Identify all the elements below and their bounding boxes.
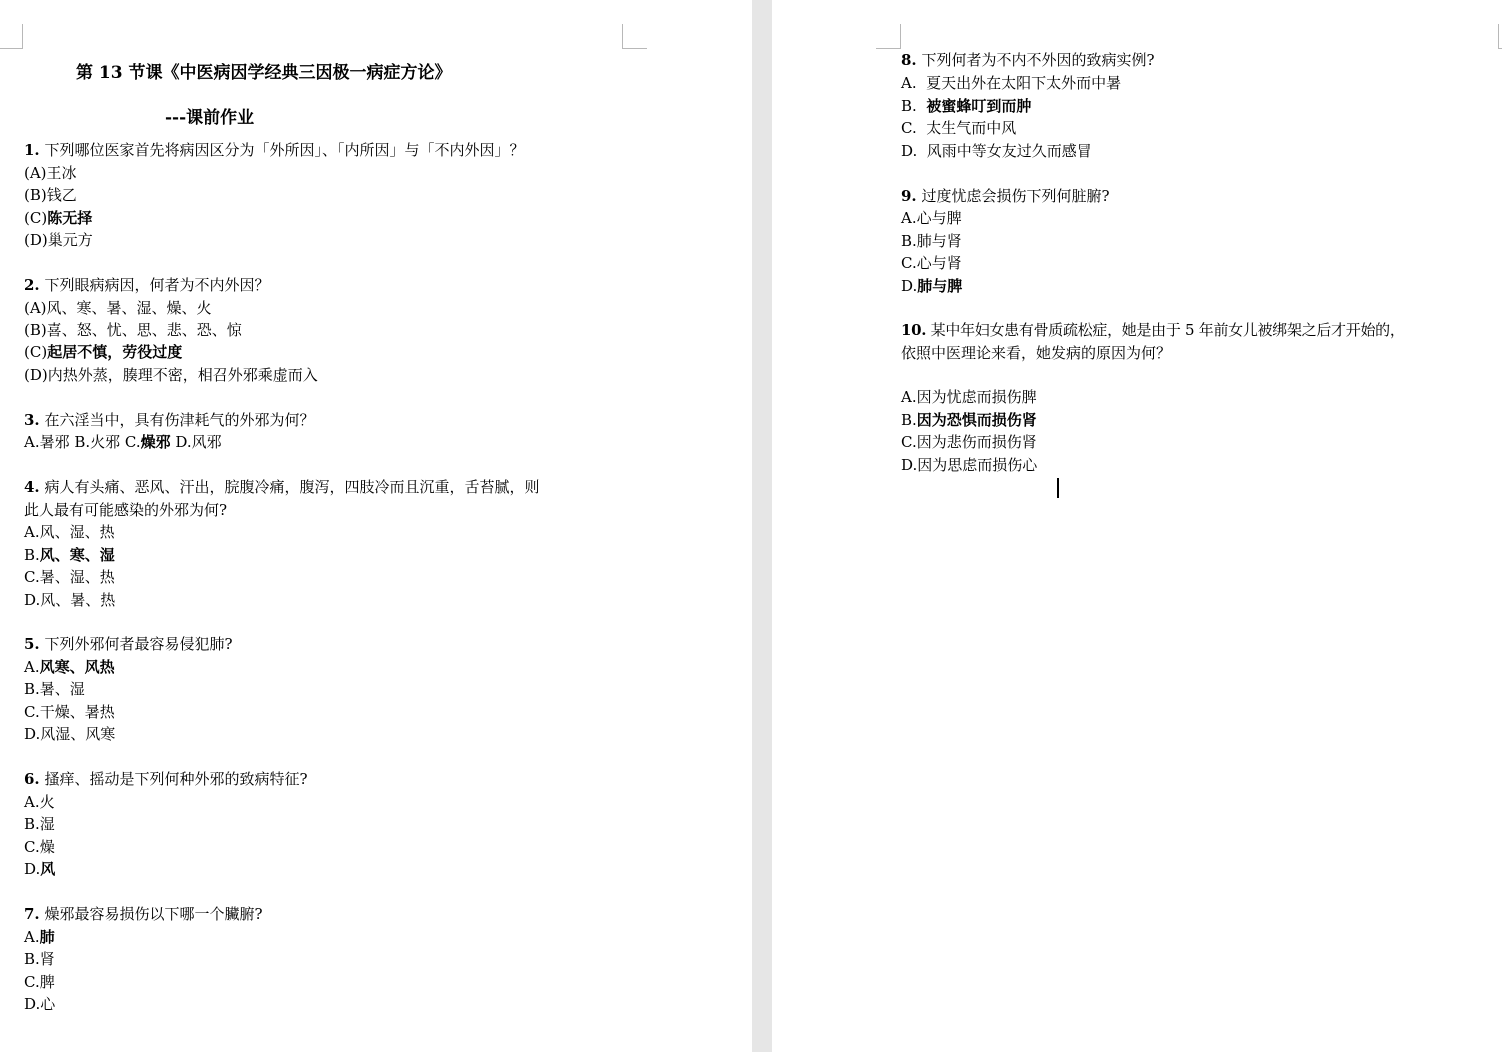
option-b: B.肾 bbox=[24, 950, 55, 968]
question-number: 10. bbox=[901, 321, 927, 339]
option-c: C.干燥、暑热 bbox=[24, 703, 115, 721]
question-number: 3. bbox=[24, 411, 40, 429]
answer-text: 被蜜蜂叮到而肿 bbox=[926, 97, 1032, 115]
page-corner-mark bbox=[876, 24, 901, 49]
question-text: 下列外邪何者最容易侵犯肺? bbox=[44, 635, 233, 653]
question-text-cont: 依照中医理论来看，她发病的原因为何？ bbox=[901, 344, 1172, 362]
option-prefix: D. bbox=[901, 277, 918, 295]
answer-text: 肺与脾 bbox=[917, 277, 963, 295]
question-4 bbox=[24, 477, 539, 497]
question-text: 病人有头痛、恶风、汗出，脘腹冷痛，腹泻，四肢冷而且沉重，舌苔腻，则 bbox=[44, 478, 540, 496]
question-text-cont: 此人最有可能感染的外邪为何? bbox=[24, 501, 228, 519]
question-number: 5. bbox=[24, 635, 40, 653]
option-b: B.肺与肾 bbox=[901, 232, 962, 250]
options-text: D.风邪 bbox=[170, 433, 222, 451]
answer-text: 肺 bbox=[39, 928, 55, 946]
answer-text: 起居不慎，劳役过度 bbox=[47, 343, 183, 361]
question-number: 9. bbox=[901, 187, 917, 205]
option-c: C.心与肾 bbox=[901, 254, 962, 272]
option-b: B.湿 bbox=[24, 815, 55, 833]
page-corner-mark bbox=[1498, 24, 1502, 49]
option-prefix: A. bbox=[24, 928, 40, 946]
question-6 bbox=[24, 769, 308, 789]
answer-text: 因为恐惧而损伤肾 bbox=[916, 411, 1037, 429]
option-c-answer bbox=[24, 208, 92, 228]
question-1 bbox=[24, 140, 524, 160]
question-number: 1. bbox=[24, 141, 40, 159]
question-text: 在六淫当中，具有伤津耗气的外邪为何？ bbox=[44, 411, 315, 429]
option-d: D.心 bbox=[24, 995, 56, 1013]
option-c: C. 太生气而中风 bbox=[901, 119, 1017, 137]
question-8 bbox=[901, 50, 1155, 70]
option-c: C.因为悲伤而损伤肾 bbox=[901, 433, 1037, 451]
answer-text: 风、寒、湿 bbox=[39, 546, 115, 564]
document-page-right[interactable] bbox=[772, 0, 1502, 1052]
question-number: 8. bbox=[901, 51, 917, 69]
question-number: 2. bbox=[24, 276, 40, 294]
option-a: A. 夏天出外在太阳下太外而中暑 bbox=[901, 74, 1122, 92]
question-5 bbox=[24, 634, 233, 654]
question-2 bbox=[24, 275, 269, 295]
option-d: D.因为思虑而损伤心 bbox=[901, 456, 1038, 474]
question-number: 4. bbox=[24, 478, 40, 496]
option-c: C.暑、湿、热 bbox=[24, 568, 115, 586]
option-b: (B)钱乙 bbox=[24, 186, 77, 204]
option-a-answer bbox=[24, 927, 55, 947]
question-3 bbox=[24, 410, 314, 430]
option-c: C.燥 bbox=[24, 838, 55, 856]
question-10 bbox=[901, 320, 1405, 340]
option-b-answer bbox=[901, 410, 1037, 430]
option-prefix: (C) bbox=[24, 209, 48, 227]
option-d: D.风湿、风寒 bbox=[24, 725, 116, 743]
question-number: 6. bbox=[24, 770, 40, 788]
option-a: A.风、湿、热 bbox=[24, 523, 115, 541]
option-prefix: B. bbox=[901, 97, 927, 115]
option-a: (A)王冰 bbox=[24, 164, 77, 182]
option-d: D. 风雨中等女友过久而感冒 bbox=[901, 142, 1092, 160]
option-a: (A)风、寒、暑、湿、燥、火 bbox=[24, 299, 212, 317]
answer-text: 燥邪 bbox=[140, 433, 171, 451]
option-a: A.因为忧虑而损伤脾 bbox=[901, 388, 1037, 406]
option-c: C.脾 bbox=[24, 973, 55, 991]
option-d-answer bbox=[901, 276, 962, 296]
question-text: 下列哪位医家首先将病因区分为「外所因」、「内所因」与「不内外因」？ bbox=[44, 141, 525, 159]
question-text: 下列何者为不内不外因的致病实例? bbox=[921, 51, 1155, 69]
question-9 bbox=[901, 186, 1110, 206]
answer-text: 风寒、风热 bbox=[39, 658, 115, 676]
option-a: A.心与脾 bbox=[901, 209, 962, 227]
answer-text: 陈无择 bbox=[47, 209, 93, 227]
option-b: B.暑、湿 bbox=[24, 680, 85, 698]
text-cursor bbox=[1057, 478, 1059, 498]
option-d: (D)内热外蒸，腠理不密，相召外邪乘虚而入 bbox=[24, 366, 318, 384]
option-d: (D)巢元方 bbox=[24, 231, 93, 249]
question-text: 搔痒、摇动是下列何种外邪的致病特征? bbox=[44, 770, 308, 788]
option-prefix: A. bbox=[24, 658, 40, 676]
question-text: 燥邪最容易损伤以下哪一个臟腑? bbox=[44, 905, 263, 923]
option-prefix: B. bbox=[901, 411, 917, 429]
question-number: 7. bbox=[24, 905, 40, 923]
option-prefix: D. bbox=[24, 860, 41, 878]
page-corner-mark bbox=[0, 24, 23, 49]
question-7 bbox=[24, 904, 263, 924]
option-d-answer bbox=[24, 859, 55, 879]
question-text: 过度忧虑会损伤下列何脏腑? bbox=[921, 187, 1110, 205]
page-corner-mark bbox=[622, 24, 647, 49]
option-prefix: B. bbox=[24, 546, 40, 564]
question-text: 下列眼病病因，何者为不内外因？ bbox=[44, 276, 270, 294]
option-a: A.火 bbox=[24, 793, 55, 811]
option-b: (B)喜、怒、忧、思、悲、恐、惊 bbox=[24, 321, 242, 339]
option-d: D.风、暑、热 bbox=[24, 591, 116, 609]
option-a-answer bbox=[24, 657, 115, 677]
options-text: A.暑邪 B.火邪 C. bbox=[24, 433, 141, 451]
document-title: 第 13 节课《中医病因学经典三因极一病症方论》 bbox=[76, 63, 452, 83]
option-b-answer bbox=[901, 96, 1031, 116]
answer-text: 风 bbox=[40, 860, 56, 878]
options-line bbox=[24, 432, 222, 452]
option-b-answer bbox=[24, 545, 115, 565]
question-text: 某中年妇女患有骨质疏松症，她是由于 5 年前女儿被绑架之后才开始的， bbox=[930, 321, 1405, 339]
document-subtitle: ---课前作业 bbox=[165, 108, 255, 128]
option-prefix: (C) bbox=[24, 343, 48, 361]
option-c-answer bbox=[24, 342, 182, 362]
